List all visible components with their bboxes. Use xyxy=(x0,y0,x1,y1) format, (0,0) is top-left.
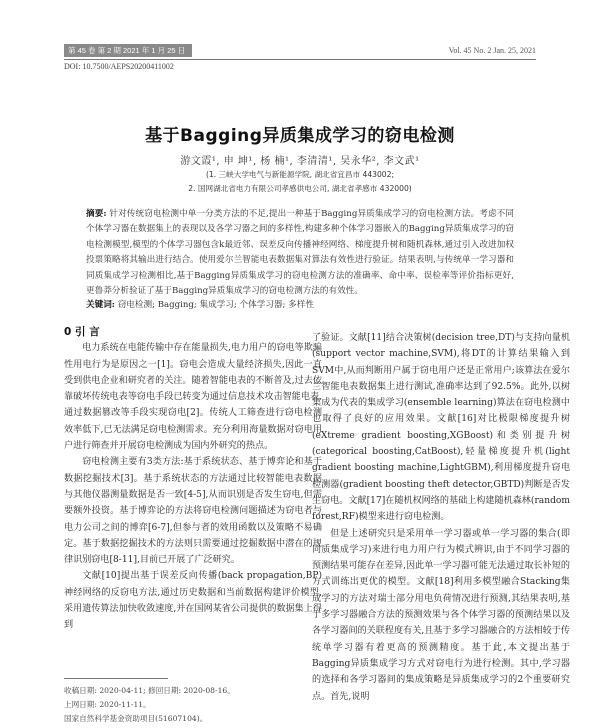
abstract-text: 针对传统窃电检测中单一分类方法的不足,提出一种基于Bagging异质集成学习的窃电检测方法。考虑不同个体学习器在数据集上的表现以及各学习器之间的多样性,构建多种个体学习器嵌入的Bagging异质集成学习的窃电检测模型,模型的个体学习器包含k最近邻、误差反向传播神经网络、梯度提升树和随机森林,通过引入改进加权投票策略将其输出进行结合。使用爱尔兰智能电表数据集对算法有效性进行验证。结果表明,与传统单一学习器和同质集成学习检测相比,基于Bagging异质集成学习的窃电检测方法的准确率、命中率、误检率等评价指标更好,更鲁莽分析验证了基于Bagging异质集成学习的窃电检测方法的有效性。 xyxy=(86,209,514,297)
abstract xyxy=(86,207,514,299)
keywords-label: 关键词: xyxy=(86,300,115,310)
body-paragraph: 文献[10]提出基于误差反向传播(back propagation,BP)神经网络的反窃电方法,通过历史数据和当前数据构建评价模型,采用遗传算法加快收敛速度,并在国网某省公司提供的数据集上得到 xyxy=(64,571,322,631)
keywords-text: 窃电检测; Bagging; 集成学习; 个体学习器; 多样性 xyxy=(117,300,314,310)
footnote-online: 上网日期: 2020-11-11。 xyxy=(64,700,151,709)
keywords xyxy=(86,298,514,312)
footnote-received: 收稿日期: 2020-04-11; 修回日期: 2020-08-16。 xyxy=(64,686,235,695)
left-column xyxy=(64,324,322,634)
affiliation-1: (1. 三峡大学电气与新能源学院, 湖北省宜昌市 443002; xyxy=(205,170,395,179)
body-paragraph: 了验证。文献[11]结合决策树(decision tree,DT)与支持向量机(support vector machine,SVM),将DT的计算结果输入到SVM中,从而判断用户属于窃电用户还是正常用户;该算法在爱尔兰智能电表数据集上进行测试,准确率达到了92.5%。此外,以树集成为代表的集成学习(ensemble learning)算法在窃电检测中也取得了良好的应用效果。文献[16]对比极限梯度提升树(eXtreme gradient boosting,XGBoost)和类别提升树(categorical boosting,CatBoost),轻量梯度提升机(light gradient boosting machine,LightGBM),利用梯度提升窃电检测器(gradient boosting theft detector,GBTD)判断是否发生窃电。文献[17]在随机权网络的基础上构建随机森林(random forest,RF)模型来进行窃电检测。 xyxy=(312,333,570,523)
right-column xyxy=(312,330,570,705)
body-paragraph: 电力系统在电能传输中存在能量损失,电力用户的窃电等欺骗性用电行为是原因之一[1]。窃电会造成大量经济损失,因此一直受到供电企业和研究者的关注。随着智能电表的不断普及,过去依靠破坏传统电表等窃电手段已转变为通过信息技术攻击智能电表,通过数据篡改等手段实现窃电[2]。传统人工筛查进行窃电检测效率低下,已无法满足窃电检测需求。充分利用海量数据对窃电用户进行筛查并开展窃电检测成为国内外研究的热点。 xyxy=(64,343,322,452)
footnote-funding: 国家自然科学基金资助项目(51607104)。 xyxy=(64,714,208,723)
body-paragraph: 窃电检测主要有3类方法:基于系统状态、基于博弈论和基于数据挖掘技术[3]。基于系统状态的方法通过比较智能电表数据与其他仪器测量数据是否一致[4-5],从而识别是否发生窃电,但需要额外投资。基于博弈论的方法将窃电检测问题描述为窃电者与电力公司之间的博弈[6-7],但参与者的效用函数以及策略不易确定。基于数据挖掘技术的方法则只需要通过挖掘数据中潜在的规律识别窃电[8-11],目前已开展了广泛研究。 xyxy=(64,457,322,566)
affiliation-2: 2. 国网湖北省电力有限公司孝感供电公司, 湖北省孝感市 432000) xyxy=(188,184,412,193)
doi: DOI: 10.7500/AEPS20200411002 xyxy=(64,62,174,71)
author-list: 游文霞¹, 申 坤¹, 杨 楠¹, 李清清¹, 吴永华², 李文武¹ xyxy=(180,156,420,167)
abstract-label: 摘要: xyxy=(86,209,107,219)
footnote-divider xyxy=(64,678,168,679)
journal-volume-en: Vol. 45 No. 2 Jan. 25, 2021 xyxy=(448,46,536,55)
header-divider xyxy=(64,59,536,60)
section-heading-introduction: 0 引 言 xyxy=(64,326,100,338)
journal-volume-banner: 第 45 卷 第 2 期 2021 年 1 月 25 日 xyxy=(64,44,192,57)
footnotes xyxy=(64,684,235,726)
paper-title: 基于Bagging异质集成学习的窃电检测 xyxy=(145,126,455,146)
body-paragraph: 但是上述研究只是采用单一学习器或单一学习器的集合(即同质集成学习)来进行电力用户行为模式辨识,由于不同学习器的预测结果可能存在差异,因此单一学习器可能无法通过取长补短的方式训练出更优的模型。文献[18]利用多模型融合Stacking集成学习的方法对瑞士部分用电负荷情况进行预测,其结果表明,基于多学习器融合方法的预测效果与各个体学习器的预测结果以及各学习器间的关联程度有关,且基于多学习器融合的方法相较于传统单学习器有着更高的预测精度。基于此,本文提出基于Bagging异质集成学习方式对窃电行为进行检测。其中,学习器的选择和各学习器间的集成策略是异质集成学习的2个重要研究点。首先,说明 xyxy=(312,528,570,702)
